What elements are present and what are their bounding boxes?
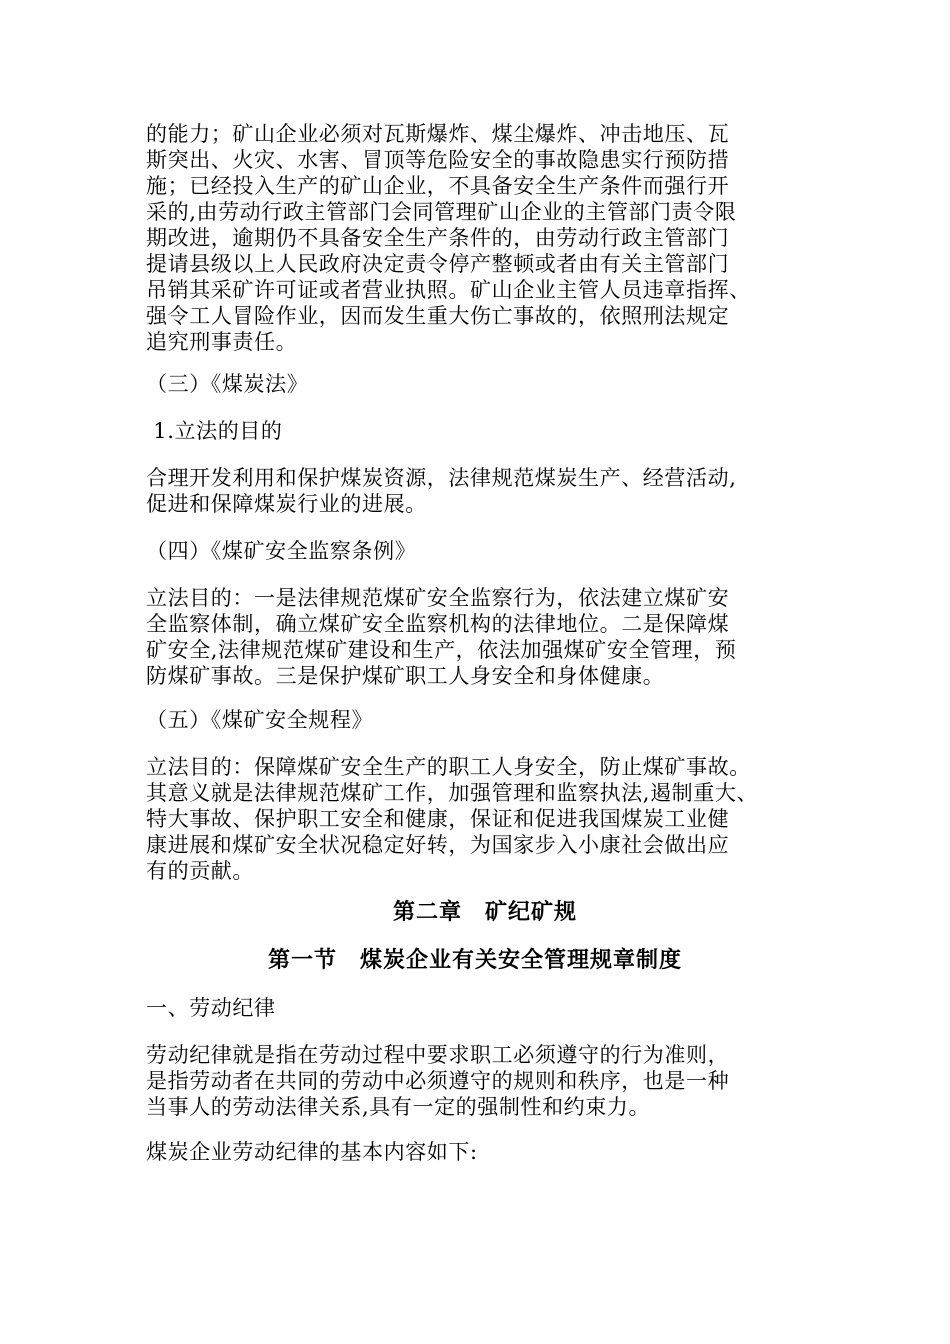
text-line: 合理开发利用和保护煤炭资源，法律规范煤炭生产、经营活动, xyxy=(146,466,737,490)
subheading-text: （三）《煤炭法》 xyxy=(146,372,309,396)
text-line: 施；已经投入生产的矿山企业，不具备安全生产条件而强行开 xyxy=(146,174,730,198)
text-line: 煤炭企业劳动纪律的基本内容如下: xyxy=(146,1140,478,1164)
section-title: 第一节 煤炭企业有关安全管理规章制度 xyxy=(267,947,682,973)
text-line: 康进展和煤矿安全状况稳定好转，为国家步入小康社会做出应 xyxy=(146,833,730,857)
subheading-text: （四）《煤矿安全监察条例》 xyxy=(146,539,417,563)
text-line: 立法目的：保障煤矿安全生产的职工人身安全，防止煤矿事故。 xyxy=(146,755,751,779)
chapter-title: 第二章 矿纪矿规 xyxy=(392,899,577,925)
text-line: 的能力；矿山企业必须对瓦斯爆炸、煤尘爆炸、冲击地压、瓦 xyxy=(146,122,730,146)
text-line: 期改进，逾期仍不具备安全生产条件的，由劳动行政主管部门 xyxy=(146,226,730,250)
text-line: 促进和保障煤炭行业的进展。 xyxy=(146,492,427,516)
subheading-text: 一、劳动纪律 xyxy=(146,996,276,1020)
text-line: 吊销其采矿许可证或者营业执照。矿山企业主管人员违章指挥、 xyxy=(146,278,751,302)
text-line: 是指劳动者在共同的劳动中必须遵守的规则和秩序，也是一种 xyxy=(146,1069,730,1093)
paragraph-safety-rules-purpose xyxy=(146,754,826,884)
paragraph-labor-discipline-intro xyxy=(146,1139,826,1165)
subheading-text: （五）《煤矿安全规程》 xyxy=(146,708,374,732)
text-line: 提请县级以上人民政府决定责令停产整顿或者由有关主管部门 xyxy=(146,252,730,276)
text-line: 劳动纪律就是指在劳动过程中要求职工必须遵守的行为准则， xyxy=(146,1043,730,1067)
text-line: 矿安全,法律规范煤矿建设和生产，依法加强煤矿安全管理，预 xyxy=(146,638,737,662)
text-line: 采的,由劳动行政主管部门会同管理矿山企业的主管部门责令限 xyxy=(146,200,737,224)
paragraph-mine-safety-law xyxy=(146,121,826,355)
subheading-coal-law xyxy=(146,371,826,397)
text-line: 斯突出、火灾、水害、冒顶等危险安全的事故隐患实行预防措 xyxy=(146,148,730,172)
text-line: 特大事故、保护职工安全和健康，保证和促进我国煤炭工业健 xyxy=(146,807,730,831)
text-line: 有的贡献。 xyxy=(146,859,254,883)
text-line: 当事人的劳动法律关系,具有一定的强制性和约束力。 xyxy=(146,1095,651,1119)
subheading-labor-discipline xyxy=(146,995,826,1021)
paragraph-coal-law-purpose xyxy=(146,465,826,517)
text-line: 强令工人冒险作业，因而发生重大伤亡事故的，依照刑法规定 xyxy=(146,304,730,328)
paragraph-labor-discipline xyxy=(146,1042,826,1120)
text-line: 防煤矿事故。三是保护煤矿职工人身安全和身体健康。 xyxy=(146,664,665,688)
text-line: 全监察体制，确立煤矿安全监察机构的法律地位。二是保障煤 xyxy=(146,612,730,636)
subheading-legislative-purpose xyxy=(146,418,826,444)
text-line: 其意义就是法律规范煤矿工作，加强管理和监察执法,遏制重大、 xyxy=(146,781,759,805)
subheading-safety-rules xyxy=(146,707,826,733)
paragraph-supervision-purpose xyxy=(146,585,826,689)
subheading-text: 1.立法的目的 xyxy=(146,419,283,443)
text-line: 追究刑事责任。 xyxy=(146,330,298,354)
text-line: 立法目的：一是法律规范煤矿安全监察行为，依法建立煤矿安 xyxy=(146,586,730,610)
subheading-supervision-regulations xyxy=(146,538,826,564)
